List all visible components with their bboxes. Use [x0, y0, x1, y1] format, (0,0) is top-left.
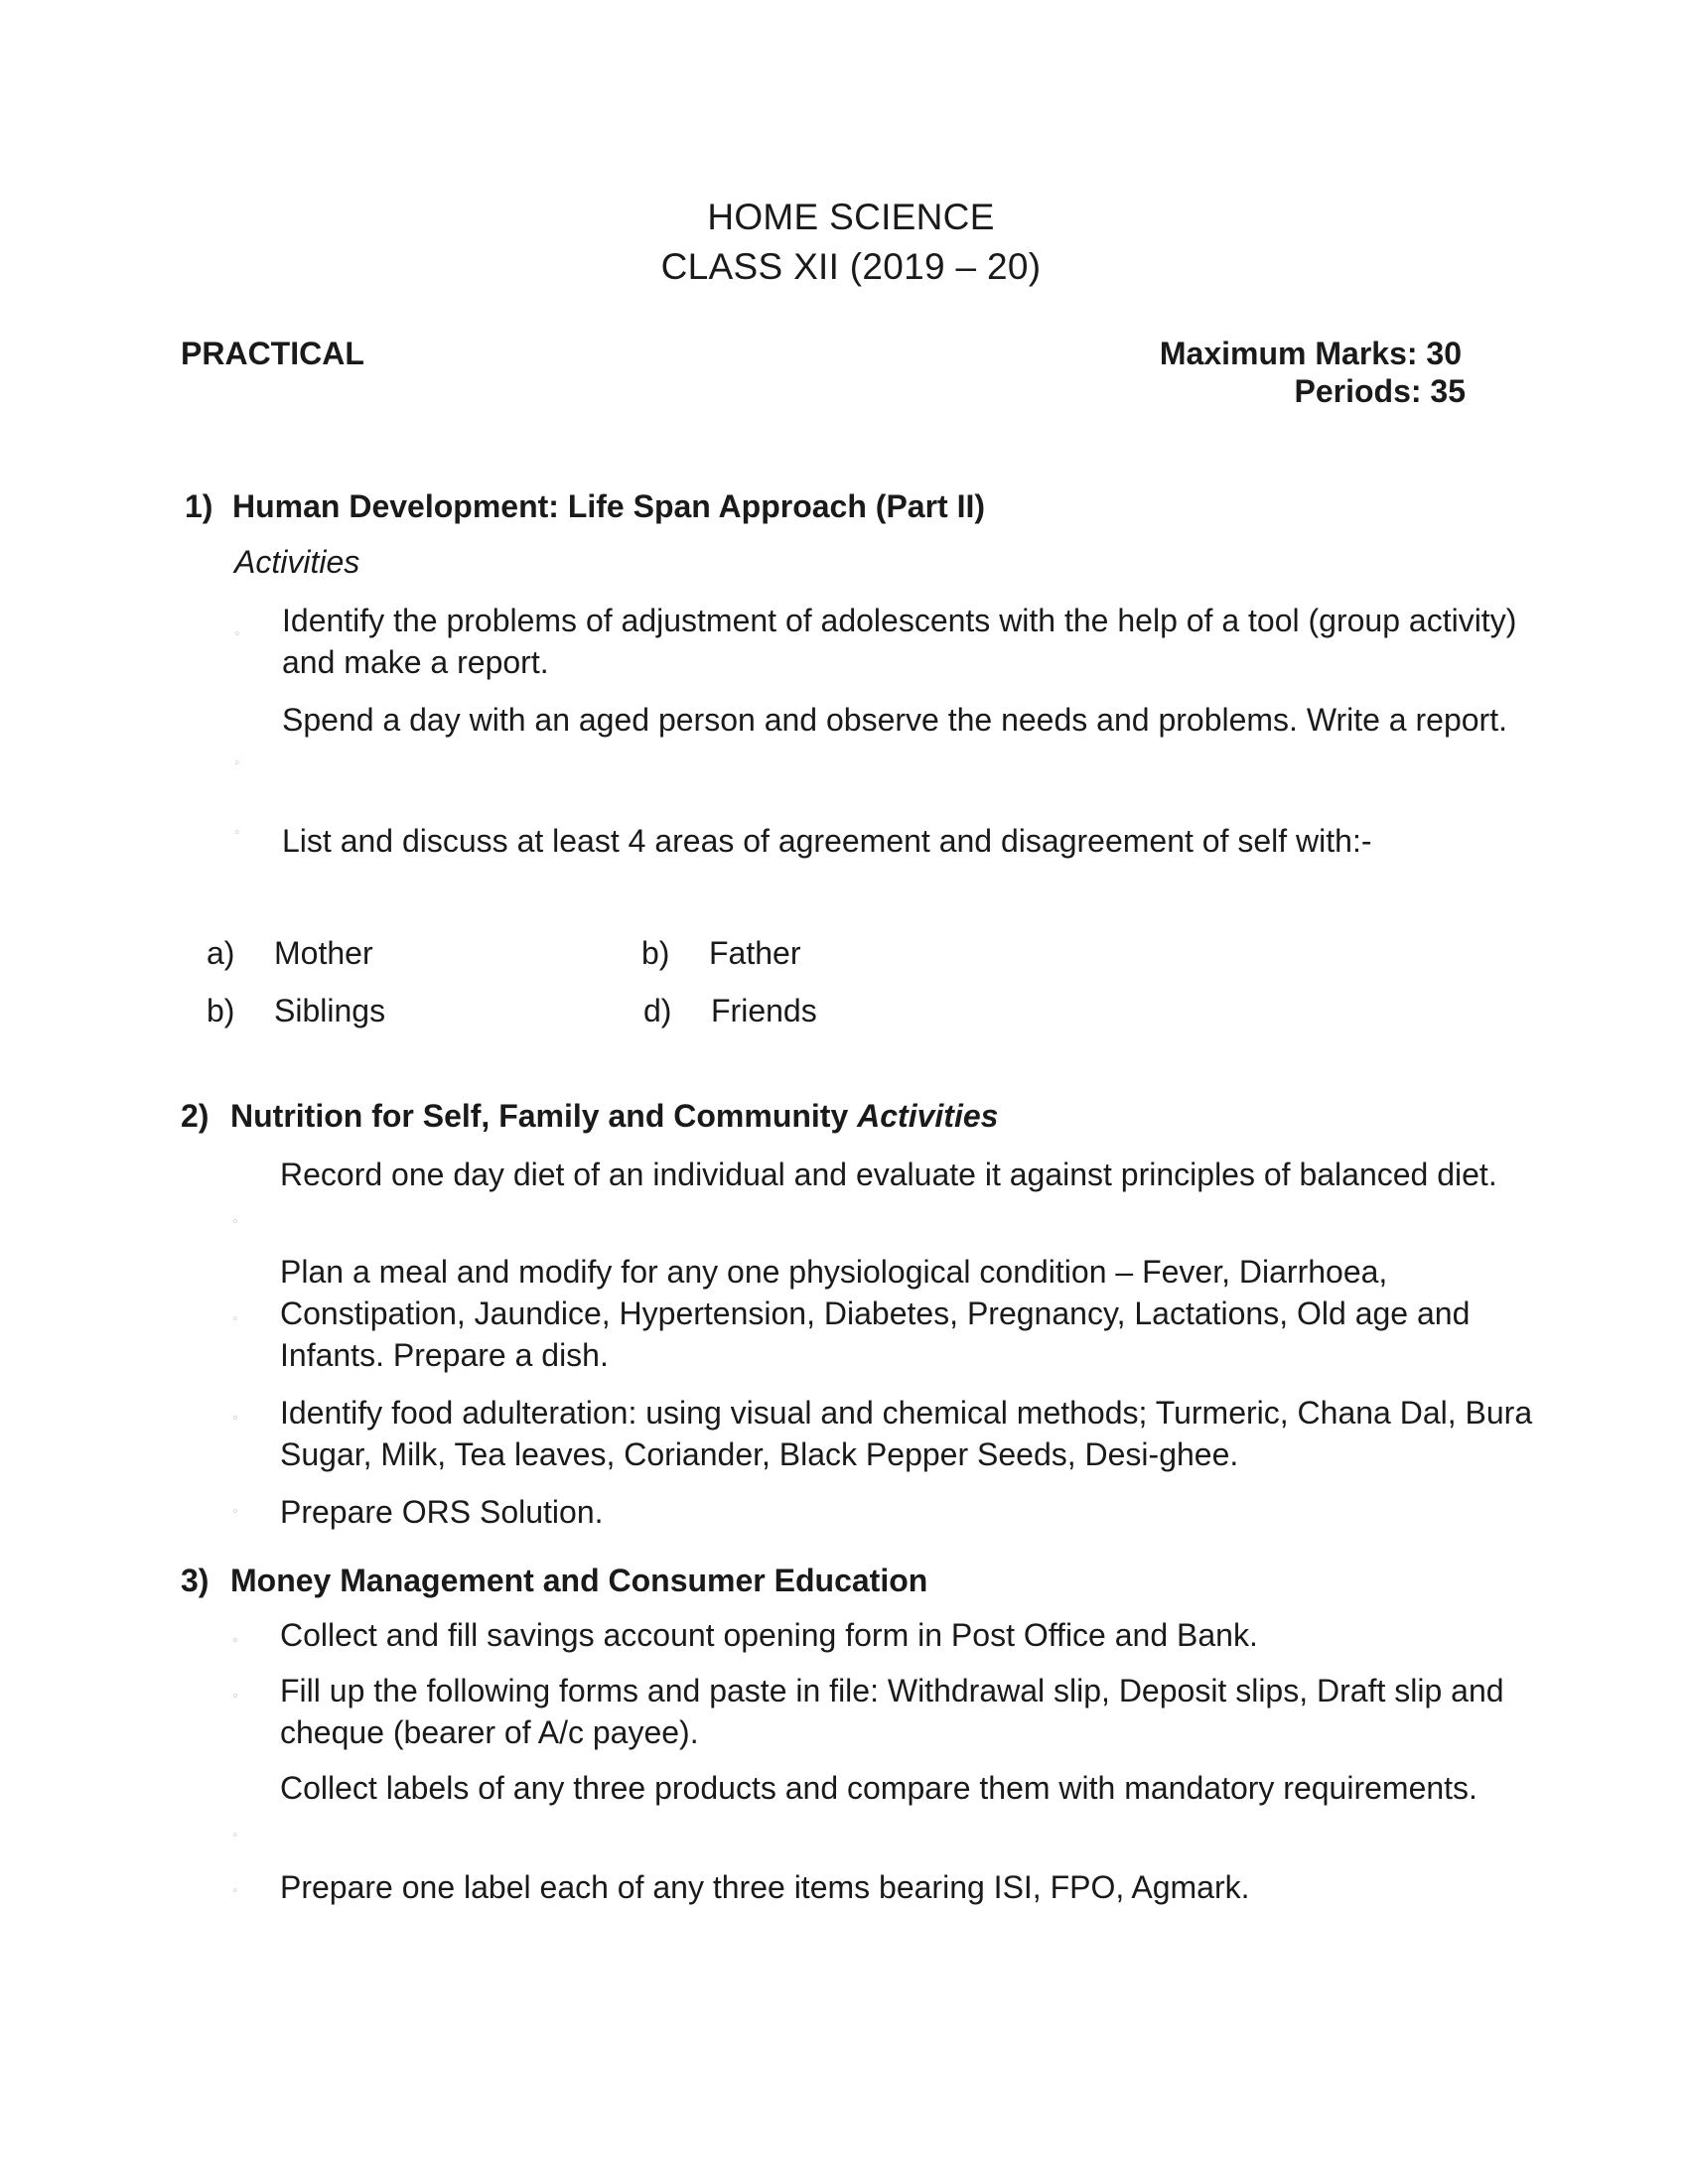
bullet-mark: ◦ — [232, 1503, 238, 1520]
option-label: Siblings — [274, 993, 386, 1028]
section-number: 1) — [185, 488, 213, 524]
activity-item: Prepare ORS Solution. — [280, 1494, 604, 1530]
activity-item: Spend a day with an aged person and observe the needs and problems. Write a report. — [282, 702, 1507, 738]
activity-item: List and discuss at least 4 areas of agreement and disagreement of self with:- — [282, 823, 1372, 859]
bullet-mark: ◦ — [234, 824, 240, 841]
bullet-mark: ◦ — [232, 1882, 238, 1899]
option-letter: b) — [641, 935, 670, 971]
option-letter: a) — [207, 935, 235, 971]
bullet-mark: ◦ — [232, 1213, 238, 1230]
section-title — [230, 1098, 998, 1135]
activity-item: Identify food adulteration: using visual and chemical methods; Turmeric, Chana Dal, Bura Sugar, Milk, Tea leaves, Coriander, Black Pepper Seeds, Desi-ghee. — [280, 1395, 1533, 1472]
section-title-text: Nutrition for Self, Family and Community — [230, 1098, 849, 1134]
bullet-mark: ◦ — [232, 1632, 238, 1649]
section-number: 3) — [181, 1563, 210, 1598]
section-title: Money Management and Consumer Education — [230, 1563, 928, 1598]
option-label: Father — [709, 935, 801, 971]
option-label: Mother — [274, 935, 373, 971]
bullet-mark: ◦ — [232, 1827, 238, 1843]
practical-label: PRACTICAL — [181, 336, 364, 371]
document-title: HOME SCIENCE — [707, 197, 995, 237]
bullet-mark: ◦ — [232, 1410, 238, 1427]
activity-item: Collect labels of any three products and compare them with mandatory requirements. — [280, 1770, 1477, 1806]
option-letter: d) — [643, 993, 672, 1028]
bullet-mark: ◦ — [234, 754, 240, 771]
activity-item: Record one day diet of an individual and evaluate it against principles of balanced diet. — [280, 1157, 1497, 1192]
activity-item: Plan a meal and modify for any one physiological condition – Fever, Diarrhoea, Constipation, Jaundice, Hypertension, Diabetes, Pregnancy, Lactations, Old age and Infants. Prepare a dish. — [280, 1254, 1471, 1373]
activity-item: Collect and fill savings account opening form in Post Office and Bank. — [280, 1617, 1258, 1653]
bullet-mark: ◦ — [234, 625, 240, 642]
option-letter: b) — [207, 993, 235, 1028]
activity-item: Prepare one label each of any three items bearing ISI, FPO, Agmark. — [280, 1869, 1250, 1905]
option-label: Friends — [711, 993, 817, 1028]
periods: Periods: 35 — [1294, 373, 1466, 409]
section-number: 2) — [181, 1098, 210, 1134]
bullet-mark: ◦ — [232, 1688, 238, 1705]
activity-item: Identify the problems of adjustment of adolescents with the help of a tool (group activity) and make a report. — [282, 603, 1517, 680]
activity-item: Fill up the following forms and paste in file: Withdrawal slip, Deposit slips, Draft slip and cheque (bearer of A/c payee). — [280, 1673, 1504, 1750]
section-title: Human Development: Life Span Approach (Part II) — [232, 488, 986, 524]
maximum-marks: Maximum Marks: 30 — [1159, 336, 1462, 371]
bullet-mark: ◦ — [232, 1310, 238, 1327]
document-subtitle: CLASS XII (2019 – 20) — [660, 246, 1042, 287]
activities-label: Activities — [234, 544, 360, 580]
activities-label: Activities — [857, 1098, 999, 1134]
